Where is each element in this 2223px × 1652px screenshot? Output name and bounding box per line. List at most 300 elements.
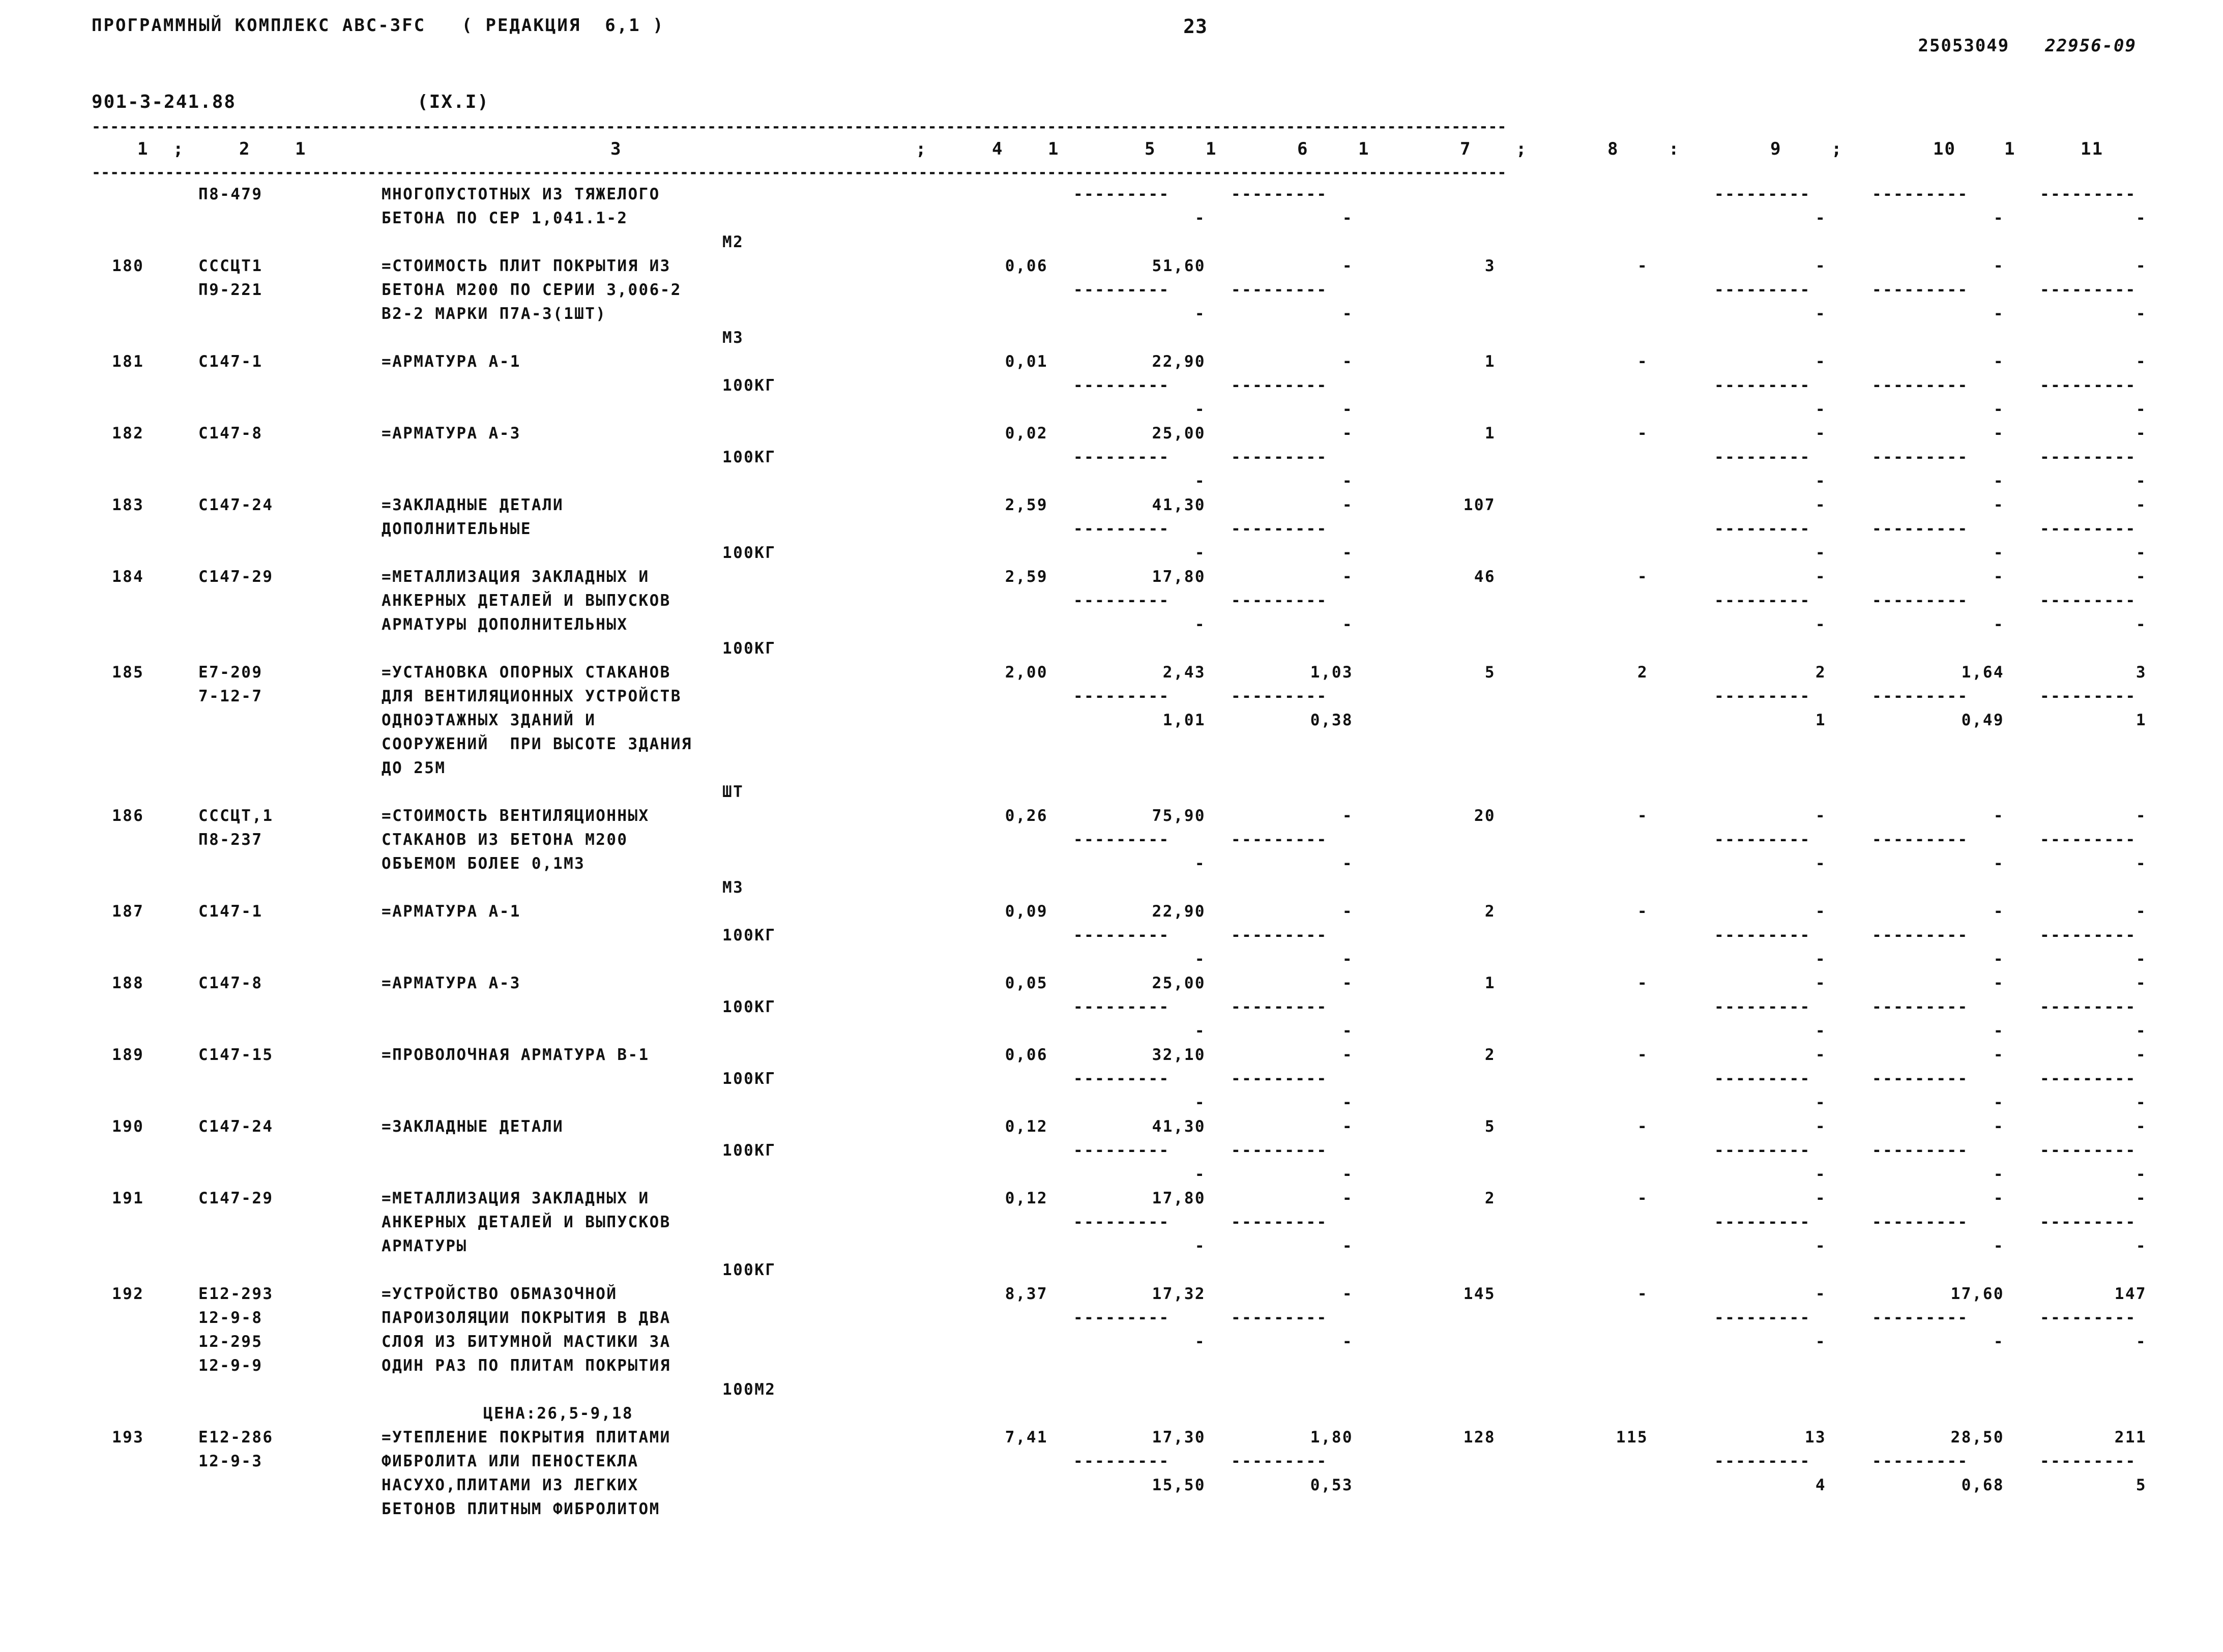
cell-c8: - <box>1637 902 1648 921</box>
cell-num: 189 <box>112 1046 144 1064</box>
cell-code: СССЦТ1 <box>198 257 263 275</box>
column-header-8: 8 <box>1607 139 1619 159</box>
cell-c4: 2,59 <box>1005 496 1048 514</box>
cell-c11: - <box>2136 544 2147 562</box>
cell-rule-d5: --------- <box>1073 998 1170 1016</box>
cell-rule-d5: --------- <box>1073 448 1170 466</box>
cell-name: ОДИН РАЗ ПО ПЛИТАМ ПОКРЫТИЯ <box>382 1356 671 1375</box>
cell-rule-d11: --------- <box>2040 448 2137 466</box>
cell-c6: - <box>1342 1285 1353 1303</box>
cell-rule-d11: --------- <box>2040 281 2137 299</box>
code-left: 25053049 <box>1918 36 2010 56</box>
cell-rule-d5: --------- <box>1073 592 1170 610</box>
cell-c8: - <box>1637 424 1648 442</box>
table-row <box>92 637 2137 661</box>
cell-code: 12-295 <box>198 1333 263 1351</box>
cell-c10: - <box>1993 1189 2004 1207</box>
cell-c9: - <box>1815 854 1826 873</box>
cell-rule-d11: --------- <box>2040 1309 2137 1327</box>
cell-c10: - <box>1993 974 2004 992</box>
cell-rule-d10: --------- <box>1872 1309 1969 1327</box>
cell-c6: - <box>1342 902 1353 921</box>
cell-rule-d9: --------- <box>1714 687 1811 705</box>
cell-rule-d6: --------- <box>1231 1213 1328 1231</box>
cell-c9: - <box>1815 974 1826 992</box>
cell-unit: 100КГ <box>722 544 776 562</box>
cell-c5: - <box>1194 1022 1206 1040</box>
table-row <box>92 1426 2147 1450</box>
cell-c6: - <box>1342 1094 1353 1112</box>
cell-c7: 5 <box>1484 663 1496 682</box>
cell-c7: 3 <box>1484 257 1496 275</box>
cell-c4: 0,05 <box>1005 974 1048 992</box>
cell-c5: - <box>1194 1165 1206 1184</box>
cell-c10: 1,64 <box>1961 663 2004 682</box>
cell-name: =СТОИМОСТЬ ВЕНТИЛЯЦИОННЫХ <box>382 807 650 825</box>
cell-c9: - <box>1815 1333 1826 1351</box>
cell-c8: 115 <box>1616 1428 1648 1447</box>
cell-c10: 17,60 <box>1950 1285 2004 1303</box>
cell-c11: - <box>2136 1117 2147 1136</box>
table-row <box>92 900 2147 924</box>
cell-c10: - <box>1993 1165 2004 1184</box>
cell-c6: - <box>1342 1046 1353 1064</box>
cell-rule-d11: --------- <box>2040 831 2137 849</box>
cell-unit: М3 <box>722 878 744 897</box>
table-row <box>92 326 2137 350</box>
cell-c11: - <box>2136 1165 2147 1184</box>
table-row <box>92 422 2147 446</box>
cell-code: П8-237 <box>198 831 263 849</box>
cell-unit: 100КГ <box>722 926 776 945</box>
cell-c6: - <box>1342 544 1353 562</box>
cell-c10: - <box>1993 400 2004 419</box>
cell-c6: - <box>1342 496 1353 514</box>
cell-rule-d10: --------- <box>1872 831 1969 849</box>
cell-c9: - <box>1815 1237 1826 1255</box>
document-identifiers <box>92 92 2137 112</box>
cell-rule-d10: --------- <box>1872 1213 1969 1231</box>
cell-rule-d5: --------- <box>1073 1452 1170 1470</box>
cell-name: СЛОЯ ИЗ БИТУМНОЙ МАСТИКИ ЗА <box>382 1333 671 1351</box>
table-row <box>92 446 2137 469</box>
cell-c4: 2,59 <box>1005 568 1048 586</box>
cell-c11: - <box>2136 1022 2147 1040</box>
cell-c8: - <box>1637 807 1648 825</box>
cell-rule-d10: --------- <box>1872 376 1969 395</box>
cell-c5: 75,90 <box>1152 807 1206 825</box>
cell-c5: 22,90 <box>1152 902 1206 921</box>
cell-c9: - <box>1815 568 1826 586</box>
cell-rule-d6: --------- <box>1231 687 1328 705</box>
cell-name: =СТОИМОСТЬ ПЛИТ ПОКРЫТИЯ ИЗ <box>382 257 671 275</box>
table-row <box>92 1211 2137 1234</box>
cell-rule-d10: --------- <box>1872 448 1969 466</box>
cell-name: =МЕТАЛЛИЗАЦИЯ ЗАКЛАДНЫХ И <box>382 1189 650 1207</box>
table-row <box>92 756 2137 780</box>
cell-c7: 128 <box>1463 1428 1496 1447</box>
cell-c8: - <box>1637 974 1648 992</box>
cell-name: АНКЕРНЫХ ДЕТАЛЕЙ И ВЫПУСКОВ <box>382 1213 671 1231</box>
cell-c4: 0,02 <box>1005 424 1048 442</box>
column-header-1: 1 <box>2004 139 2016 159</box>
cell-rule-d9: --------- <box>1714 831 1811 849</box>
cell-rule-d9: --------- <box>1714 185 1811 203</box>
cell-c5: - <box>1194 209 1206 227</box>
table-row <box>92 1234 2147 1258</box>
cell-c9: 1 <box>1815 711 1826 729</box>
column-header-: ; <box>1516 139 1528 159</box>
cell-c9: - <box>1815 1022 1826 1040</box>
cell-rule-d5: --------- <box>1073 185 1170 203</box>
table-row <box>92 517 2137 541</box>
table-row <box>92 1258 2137 1282</box>
cell-c11: - <box>2136 1046 2147 1064</box>
table-row <box>92 876 2137 900</box>
table-row <box>92 1306 2137 1330</box>
cell-name: =ЗАКЛАДНЫЕ ДЕТАЛИ <box>382 1117 564 1136</box>
cell-unit: 100КГ <box>722 1070 776 1088</box>
cell-name: =УСТАНОВКА ОПОРНЫХ СТАКАНОВ <box>382 663 671 682</box>
cell-name: МНОГОПУСТОТНЫХ ИЗ ТЯЖЕЛОГО <box>382 185 660 203</box>
cell-name: ДО 25М <box>382 759 446 777</box>
table-row <box>92 278 2137 302</box>
page-content <box>92 15 2147 1521</box>
cell-name: =МЕТАЛЛИЗАЦИЯ ЗАКЛАДНЫХ И <box>382 568 650 586</box>
table-row <box>92 971 2147 995</box>
cell-c11: - <box>2136 1237 2147 1255</box>
cell-c5: - <box>1194 1094 1206 1112</box>
column-header-1: 1 <box>1206 139 1217 159</box>
cell-code: 12-9-9 <box>198 1356 263 1375</box>
cell-rule-d9: --------- <box>1714 1070 1811 1088</box>
cell-c9: - <box>1815 305 1826 323</box>
cell-rule-d6: --------- <box>1231 281 1328 299</box>
cell-c10: - <box>1993 902 2004 921</box>
cell-c7: 1 <box>1484 352 1496 371</box>
column-header-1: 1 <box>1358 139 1370 159</box>
cell-c10: - <box>1993 424 2004 442</box>
cell-rule-d9: --------- <box>1714 1452 1811 1470</box>
cell-c10: - <box>1993 1094 2004 1112</box>
cell-c9: - <box>1815 1165 1826 1184</box>
cell-name: =УСТРОЙСТВО ОБМАЗОЧНОЙ <box>382 1285 618 1303</box>
cell-c6: - <box>1342 615 1353 634</box>
cell-c4: 2,00 <box>1005 663 1048 682</box>
cell-rule-d11: --------- <box>2040 1141 2137 1160</box>
cell-name: БЕТОНОВ ПЛИТНЫМ ФИБРОЛИТОМ <box>382 1500 660 1518</box>
cell-rule-d5: --------- <box>1073 831 1170 849</box>
table-row <box>92 589 2137 613</box>
cell-c6: 1,03 <box>1310 663 1353 682</box>
cell-c10: - <box>1993 257 2004 275</box>
cell-unit: М3 <box>722 329 744 347</box>
section-label: (IX.I) <box>417 92 490 112</box>
cell-rule-d9: --------- <box>1714 1213 1811 1231</box>
cell-num: 186 <box>112 807 144 825</box>
cell-c6: 0,53 <box>1310 1476 1353 1494</box>
cell-c7: 2 <box>1484 1189 1496 1207</box>
cell-c5: - <box>1194 854 1206 873</box>
cell-c9: - <box>1815 1094 1826 1112</box>
code-right: 22956-09 <box>2045 36 2137 56</box>
cell-c6: - <box>1342 1022 1353 1040</box>
cell-c9: - <box>1815 400 1826 419</box>
cell-c11: - <box>2136 974 2147 992</box>
cell-c6: - <box>1342 1189 1353 1207</box>
cell-c6: - <box>1342 1165 1353 1184</box>
cell-c7: 5 <box>1484 1117 1496 1136</box>
cell-c5: 41,30 <box>1152 496 1206 514</box>
cell-c6: 1,80 <box>1310 1428 1353 1447</box>
table-row <box>92 948 2147 971</box>
cell-unit: 100КГ <box>722 1261 776 1279</box>
cell-c4: 0,06 <box>1005 1046 1048 1064</box>
table-row <box>92 1091 2147 1115</box>
program-title: ПРОГРАММНЫЙ КОМПЛЕКС АВС-3FC ( РЕДАКЦИЯ 6,1 ) <box>92 15 665 36</box>
cell-num: 187 <box>112 902 144 921</box>
cell-rule-d9: --------- <box>1714 281 1811 299</box>
cell-c9: - <box>1815 424 1826 442</box>
cell-c11: - <box>2136 568 2147 586</box>
cell-name: АНКЕРНЫХ ДЕТАЛЕЙ И ВЫПУСКОВ <box>382 592 671 610</box>
cell-c10: - <box>1993 1046 2004 1064</box>
cell-c7: 20 <box>1474 807 1496 825</box>
cell-rule-d11: --------- <box>2040 1452 2137 1470</box>
cell-rule-d6: --------- <box>1231 1070 1328 1088</box>
table-row <box>92 469 2147 493</box>
cell-c10: - <box>1993 472 2004 490</box>
cell-rule-d9: --------- <box>1714 520 1811 538</box>
cell-c6: - <box>1342 807 1353 825</box>
cell-c7: 2 <box>1484 902 1496 921</box>
cell-c10: - <box>1993 544 2004 562</box>
table-row <box>92 493 2147 517</box>
cell-code: П8-479 <box>198 185 263 203</box>
cell-code: П9-221 <box>198 281 263 299</box>
cell-c6: - <box>1342 305 1353 323</box>
cell-c4: 0,09 <box>1005 902 1048 921</box>
cell-c8: - <box>1637 568 1648 586</box>
cell-rule-d10: --------- <box>1872 1452 1969 1470</box>
cell-num: 190 <box>112 1117 144 1136</box>
cell-c9: 2 <box>1815 663 1826 682</box>
cell-c5: - <box>1194 305 1206 323</box>
cell-rule-d11: --------- <box>2040 998 2137 1016</box>
table-row <box>92 398 2147 422</box>
cell-num: 192 <box>112 1285 144 1303</box>
cell-rule-d10: --------- <box>1872 592 1969 610</box>
cell-rule-d6: --------- <box>1231 592 1328 610</box>
table-row <box>92 1115 2147 1139</box>
cell-name: =АРМАТУРА А-1 <box>382 902 521 921</box>
cell-c9: - <box>1815 902 1826 921</box>
cell-rule-d10: --------- <box>1872 1070 1969 1088</box>
table-row <box>92 924 2137 948</box>
cell-c7: 145 <box>1463 1285 1496 1303</box>
cell-c8: - <box>1637 1046 1648 1064</box>
cell-rule-d6: --------- <box>1231 1452 1328 1470</box>
cell-rule-d10: --------- <box>1872 926 1969 945</box>
cell-c8: - <box>1637 1189 1648 1207</box>
cell-c5: 17,80 <box>1152 568 1206 586</box>
cell-rule-d10: --------- <box>1872 185 1969 203</box>
cell-c7: 2 <box>1484 1046 1496 1064</box>
cell-c9: - <box>1815 257 1826 275</box>
table-row <box>92 828 2137 852</box>
column-header-: ; <box>916 139 927 159</box>
column-header-1: 1 <box>137 139 149 159</box>
document-number: 901-3-241.88 <box>92 92 237 112</box>
cell-c11: - <box>2136 472 2147 490</box>
cell-c7: 1 <box>1484 974 1496 992</box>
table-row <box>92 613 2147 637</box>
cell-rule-d5: --------- <box>1073 376 1170 395</box>
cell-rule-d10: --------- <box>1872 1141 1969 1160</box>
cell-c9: 13 <box>1804 1428 1826 1447</box>
cell-c6: - <box>1342 854 1353 873</box>
cell-c9: - <box>1815 1117 1826 1136</box>
cell-code: С147-15 <box>198 1046 274 1064</box>
cell-c6: - <box>1342 400 1353 419</box>
cell-name: =ПРОВОЛОЧНАЯ АРМАТУРА В-1 <box>382 1046 650 1064</box>
table-row <box>92 1043 2147 1067</box>
cell-rule-d11: --------- <box>2040 592 2137 610</box>
cell-name: В2-2 МАРКИ П7А-3(1ШТ) <box>382 305 607 323</box>
cell-rule-d9: --------- <box>1714 1309 1811 1327</box>
cell-c6: - <box>1342 1117 1353 1136</box>
column-header-7: 7 <box>1460 139 1472 159</box>
table-row <box>92 541 2147 565</box>
cell-c5: 25,00 <box>1152 424 1206 442</box>
cell-code: С147-29 <box>198 568 274 586</box>
cell-rule-d5: --------- <box>1073 687 1170 705</box>
cell-c11: - <box>2136 424 2147 442</box>
cell-name: АРМАТУРЫ ДОПОЛНИТЕЛЬНЫХ <box>382 615 628 634</box>
column-header-1: 1 <box>1048 139 1060 159</box>
cell-c9: 4 <box>1815 1476 1826 1494</box>
cell-num: 182 <box>112 424 144 442</box>
cell-name: ФИБРОЛИТА ИЛИ ПЕНОСТЕКЛА <box>382 1452 639 1470</box>
cell-rule-d9: --------- <box>1714 592 1811 610</box>
column-header-: ; <box>1831 139 1843 159</box>
cell-c6: - <box>1342 568 1353 586</box>
table-row <box>92 1282 2147 1306</box>
cell-code: С147-8 <box>198 424 263 442</box>
cell-c11: - <box>2136 496 2147 514</box>
cell-c9: - <box>1815 807 1826 825</box>
table-row <box>92 732 2137 756</box>
cell-c5: 2,43 <box>1162 663 1206 682</box>
table-row <box>92 1163 2147 1187</box>
column-header-row <box>92 139 2137 164</box>
cell-c8: - <box>1637 352 1648 371</box>
cell-rule-d6: --------- <box>1231 831 1328 849</box>
rule-top: ---------------------------------------------------------------------------------------------------------------------------------------------------------- <box>92 122 1507 134</box>
cell-name: ЦЕНА:26,5-9,18 <box>483 1404 633 1423</box>
cell-c5: 51,60 <box>1152 257 1206 275</box>
cell-unit: 100КГ <box>722 376 776 395</box>
estimate-table <box>92 183 2147 1521</box>
cell-num: 188 <box>112 974 144 992</box>
cell-num: 193 <box>112 1428 144 1447</box>
cell-c4: 0,12 <box>1005 1117 1048 1136</box>
table-row <box>92 206 2147 230</box>
cell-c9: - <box>1815 1046 1826 1064</box>
cell-rule-d6: --------- <box>1231 185 1328 203</box>
cell-c5: 17,30 <box>1152 1428 1206 1447</box>
table-row <box>92 780 2137 804</box>
cell-rule-d5: --------- <box>1073 1309 1170 1327</box>
cell-c10: - <box>1993 950 2004 968</box>
cell-c6: - <box>1342 209 1353 227</box>
cell-rule-d10: --------- <box>1872 998 1969 1016</box>
cell-rule-d11: --------- <box>2040 376 2137 395</box>
cell-rule-d6: --------- <box>1231 926 1328 945</box>
cell-c9: - <box>1815 544 1826 562</box>
cell-unit: 100КГ <box>722 998 776 1016</box>
cell-rule-d11: --------- <box>2040 185 2137 203</box>
cell-c11: 211 <box>2114 1428 2147 1447</box>
cell-c5: 41,30 <box>1152 1117 1206 1136</box>
cell-c11: - <box>2136 257 2147 275</box>
cell-c11: 5 <box>2136 1476 2147 1494</box>
cell-c4: 7,41 <box>1005 1428 1048 1447</box>
table-row <box>92 661 2147 685</box>
cell-c10: - <box>1993 209 2004 227</box>
cell-c6: - <box>1342 1237 1353 1255</box>
table-row <box>92 1330 2147 1354</box>
cell-c5: - <box>1194 1333 1206 1351</box>
cell-rule-d5: --------- <box>1073 926 1170 945</box>
cell-name: =АРМАТУРА А-1 <box>382 352 521 371</box>
cell-name: НАСУХО,ПЛИТАМИ ИЗ ЛЕГКИХ <box>382 1476 639 1494</box>
cell-code: С147-24 <box>198 1117 274 1136</box>
cell-rule-d11: --------- <box>2040 520 2137 538</box>
table-row <box>92 1378 2137 1402</box>
cell-c10: - <box>1993 496 2004 514</box>
table-row <box>92 1497 2137 1521</box>
table-row <box>92 709 2147 732</box>
cell-c11: - <box>2136 209 2147 227</box>
table-row <box>92 1067 2137 1091</box>
cell-rule-d9: --------- <box>1714 1141 1811 1160</box>
cell-c11: - <box>2136 950 2147 968</box>
cell-rule-d5: --------- <box>1073 1070 1170 1088</box>
table-row <box>92 1402 2137 1426</box>
cell-rule-d6: --------- <box>1231 998 1328 1016</box>
table-row <box>92 254 2147 278</box>
cell-c11: - <box>2136 1094 2147 1112</box>
cell-code: Е12-293 <box>198 1285 274 1303</box>
cell-unit: 100КГ <box>722 1141 776 1160</box>
cell-num: 180 <box>112 257 144 275</box>
cell-c9: - <box>1815 472 1826 490</box>
table-row <box>92 852 2147 876</box>
column-header-3: 3 <box>610 139 622 159</box>
cell-rule-d9: --------- <box>1714 926 1811 945</box>
cell-code: С147-8 <box>198 974 263 992</box>
cell-rule-d5: --------- <box>1073 1213 1170 1231</box>
cell-c10: - <box>1993 352 2004 371</box>
cell-c5: 32,10 <box>1152 1046 1206 1064</box>
column-header-: : <box>1669 139 1680 159</box>
cell-c5: - <box>1194 615 1206 634</box>
cell-rule-d9: --------- <box>1714 376 1811 395</box>
cell-c10: - <box>1993 615 2004 634</box>
cell-rule-d10: --------- <box>1872 687 1969 705</box>
cell-c6: - <box>1342 950 1353 968</box>
